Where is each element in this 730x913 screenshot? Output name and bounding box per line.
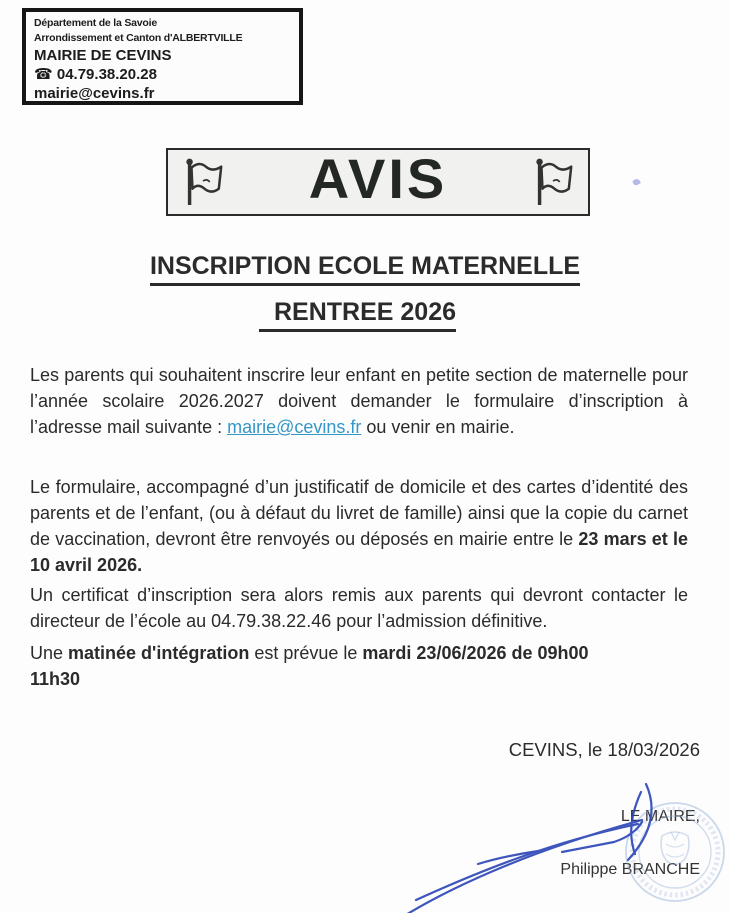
ink-speck — [632, 178, 641, 187]
p4-date: mardi 23/06/2026 de 09h00 — [362, 643, 589, 663]
letterhead-mairie: MAIRIE DE CEVINS — [34, 47, 172, 64]
letterhead-department: Département de la Savoie — [34, 17, 157, 29]
letterhead-phone-line — [34, 65, 291, 84]
letterhead-phone: 04.79.38.20.28 — [56, 66, 157, 83]
email-link[interactable]: mairie@cevins.fr — [227, 417, 362, 437]
p1-text: Les parents qui souhaitent inscrire leur enfant en petite section de maternelle pour l’année scolaire 2026.2027 doivent demander le formulaire d’inscription à l’adresse mail suivante : — [30, 365, 688, 437]
dateline: CEVINS, le 18/03/2026 — [508, 739, 700, 760]
letterhead-arrondissement: Arrondissement et Canton d'ALBERTVILLE — [34, 32, 243, 44]
flag-icon — [180, 156, 226, 208]
p2-deadline: 23 mars et le 10 avril 2026. — [30, 529, 688, 575]
letterhead-box — [22, 8, 303, 105]
paragraph-documents — [30, 474, 688, 578]
handwritten-signature — [404, 784, 652, 913]
heading-line-2: RENTREE 2026 — [0, 298, 730, 332]
paragraph-certificate: Un certificat d’inscription sera alors remis aux parents qui devront contacter le directeur de l’école au 04.79.38.22.46 pour l’admission définitive. — [30, 585, 688, 631]
p1-text-after: ou venir en mairie. — [361, 417, 515, 437]
p2-text: Le formulaire, accompagné d’un justificatif de domicile et des cartes d’identité des parents et de l’enfant, (ou à défaut du livret de famille) ainsi que la copie du carnet de vaccination, devront être renvoyés ou déposés en mairie entre le — [30, 477, 688, 549]
signatory-title: LE MAIRE, — [620, 808, 700, 825]
paragraph-enrollment — [30, 362, 688, 440]
signature-and-stamp-overlay — [390, 770, 730, 913]
letterhead-email: mairie@cevins.fr — [34, 85, 155, 102]
telephone-icon: ☎ — [34, 66, 53, 83]
banner-title: AVIS — [308, 147, 448, 210]
avis-banner — [166, 148, 590, 216]
flag-icon — [530, 156, 576, 208]
p4-end-time: 11h30 — [30, 669, 81, 689]
paragraph-integration: Une matinée d'intégration est prévue le mardi 23/06/2026 de 09h00 11h30 — [30, 643, 589, 689]
notice-heading — [0, 252, 730, 344]
notice-body — [30, 362, 688, 692]
heading-line-1: INSCRIPTION ECOLE MATERNELLE — [0, 252, 730, 286]
signatory-name: Philippe BRANCHE — [560, 861, 700, 878]
p4-event: matinée d'intégration — [68, 643, 250, 663]
